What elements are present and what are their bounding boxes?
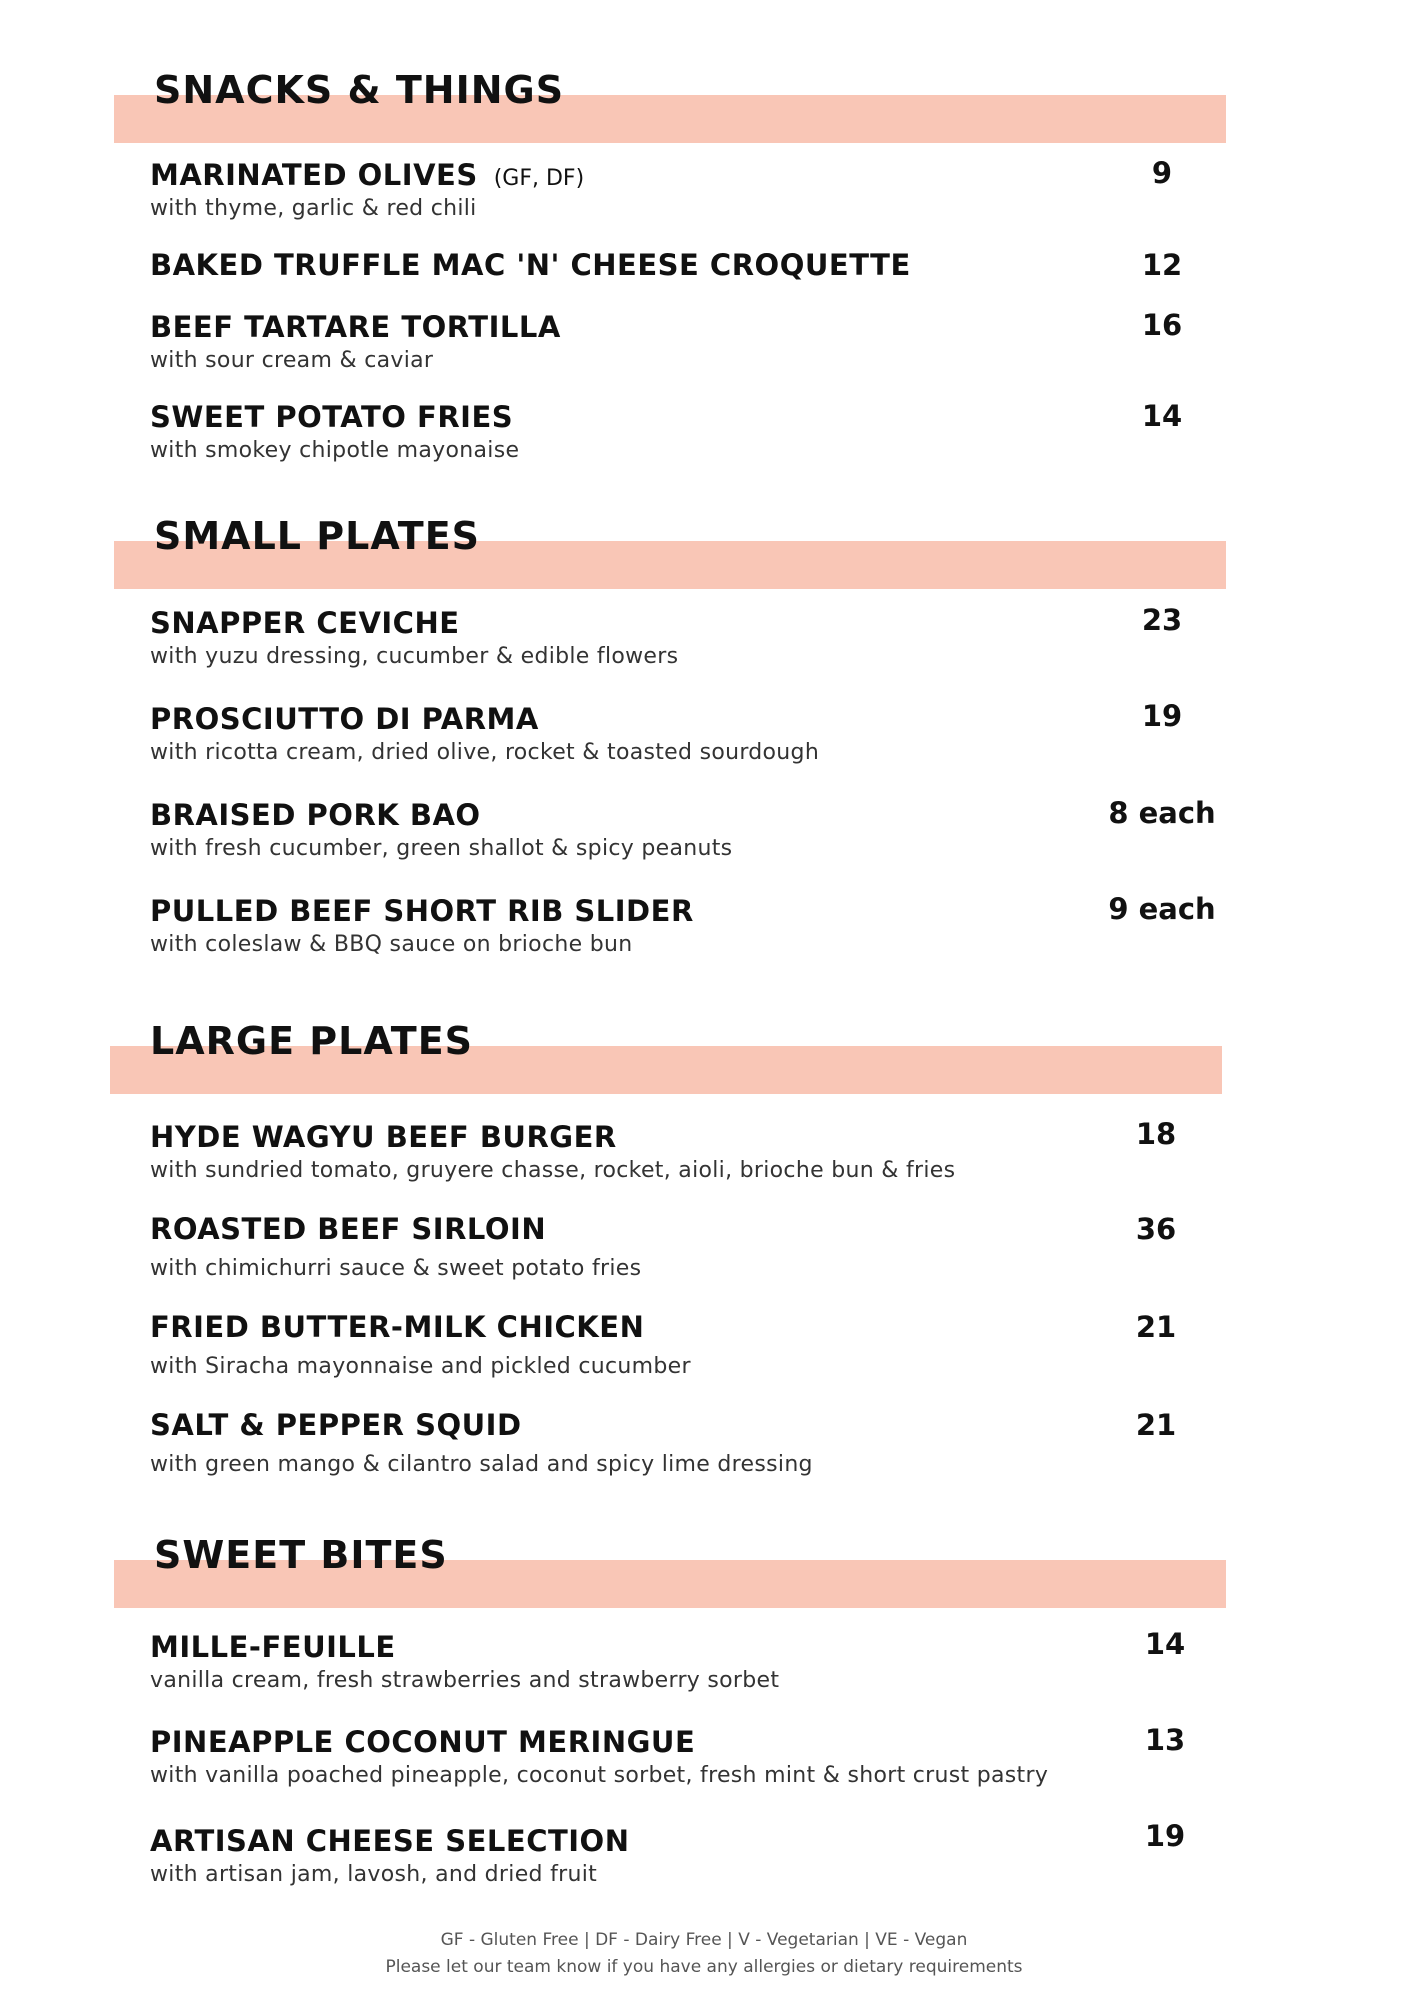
menu-item-name: PROSCIUTTO DI PARMA [150, 702, 539, 736]
menu-item-price: 36 [1135, 1212, 1177, 1246]
menu-item-description: vanilla cream, fresh strawberries and strawberry sorbet [150, 1668, 780, 1693]
menu-item-description: with vanilla poached pineapple, coconut sorbet, fresh mint & short crust pastry [150, 1763, 1049, 1788]
menu-item-price: 21 [1135, 1408, 1177, 1442]
menu-item-price: 16 [1141, 308, 1183, 342]
menu-item-description: with chimichurri sauce & sweet potato fries [150, 1256, 642, 1281]
allergy-note: Please let our team know if you have any allergies or dietary requirements [385, 1957, 1023, 1977]
menu-item-description: with artisan jam, lavosh, and dried fruit [150, 1862, 598, 1887]
menu-item-description: with thyme, garlic & red chili [150, 196, 477, 221]
menu-item-description: with coleslaw & BBQ sauce on brioche bun [150, 932, 633, 957]
menu-item-name: ROASTED BEEF SIRLOIN [150, 1212, 547, 1246]
menu-item-name: PINEAPPLE COCONUT MERINGUE [150, 1725, 696, 1759]
section-title-small-plates: SMALL PLATES [154, 514, 481, 558]
menu-item-description: with yuzu dressing, cucumber & edible flowers [150, 644, 679, 669]
menu-item-price: 9 each [1108, 892, 1216, 926]
section-title-large-plates: LARGE PLATES [150, 1019, 474, 1063]
menu-item-name: BRAISED PORK BAO [150, 798, 481, 832]
menu-item-price: 14 [1144, 1627, 1186, 1661]
menu-item-description: with sour cream & caviar [150, 348, 434, 373]
menu-item-name [150, 158, 584, 192]
menu-item-price: 21 [1135, 1310, 1177, 1344]
menu-item-description: with ricotta cream, dried olive, rocket & toasted sourdough [150, 740, 820, 765]
menu-item-price: 13 [1144, 1723, 1186, 1757]
menu-item-name: HYDE WAGYU BEEF BURGER [150, 1120, 617, 1154]
menu-item-price: 12 [1141, 248, 1183, 282]
menu-item-description: with Siracha mayonnaise and pickled cucumber [150, 1354, 691, 1379]
menu-item-description: with smokey chipotle mayonaise [150, 438, 520, 463]
menu-item-name: MILLE-FEUILLE [150, 1630, 396, 1664]
menu-item-price: 19 [1141, 699, 1183, 733]
menu-item-name: SWEET POTATO FRIES [150, 400, 514, 434]
menu-item-name: BAKED TRUFFLE MAC 'N' CHEESE CROQUETTE [150, 248, 911, 282]
menu-item-description: with fresh cucumber, green shallot & spicy peanuts [150, 836, 733, 861]
section-title-sweet-bites: SWEET BITES [154, 1533, 448, 1577]
menu-item-price: 18 [1135, 1117, 1177, 1151]
menu-item-price: 19 [1144, 1819, 1186, 1853]
menu-item-description: with sundried tomato, gruyere chasse, rocket, aioli, brioche bun & fries [150, 1158, 956, 1183]
menu-item-name: SNAPPER CEVICHE [150, 606, 460, 640]
dietary-note: (GF, DF) [493, 166, 585, 191]
menu-item-name: FRIED BUTTER-MILK CHICKEN [150, 1310, 645, 1344]
item-name-text: MARINATED OLIVES [150, 158, 478, 192]
dietary-legend: GF - Gluten Free | DF - Dairy Free | V - Vegetarian | VE - Vegan [440, 1930, 968, 1950]
menu-item-price: 14 [1141, 399, 1183, 433]
menu-item-price: 9 [1151, 156, 1173, 190]
section-title-snacks: SNACKS & THINGS [154, 68, 565, 112]
menu-item-price: 23 [1141, 603, 1183, 637]
menu-item-price: 8 each [1108, 796, 1216, 830]
menu-item-name: SALT & PEPPER SQUID [150, 1408, 522, 1442]
menu-item-name: ARTISAN CHEESE SELECTION [150, 1824, 630, 1858]
menu-item-description: with green mango & cilantro salad and spicy lime dressing [150, 1452, 813, 1477]
menu-item-name: BEEF TARTARE TORTILLA [150, 310, 561, 344]
menu-item-name: PULLED BEEF SHORT RIB SLIDER [150, 894, 694, 928]
